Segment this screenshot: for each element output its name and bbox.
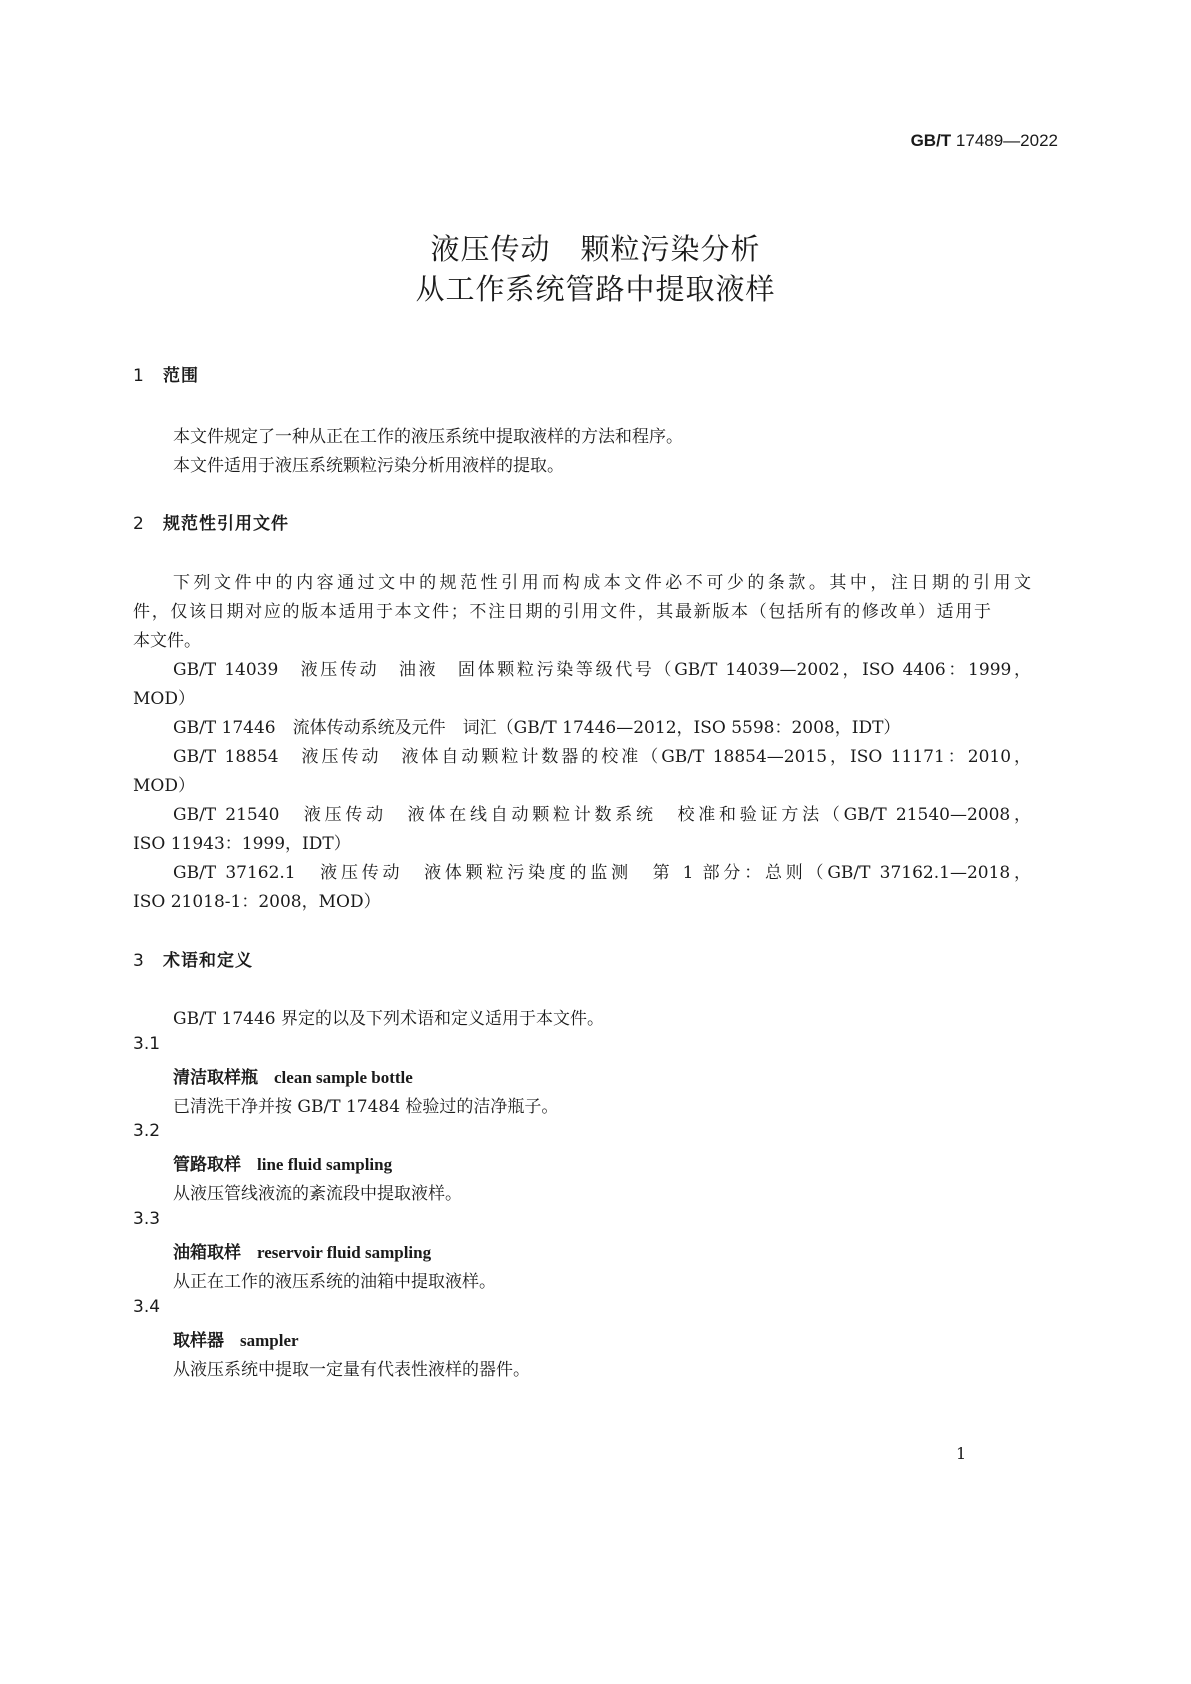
terms-intro: GB/T 17446 界定的以及下列术语和定义适用于本文件。 [173, 1009, 605, 1029]
document-title-line-2: 从工作系统管路中提取液样 [415, 272, 776, 306]
reference-5-line-1: GB/T 37162.1 液压传动 液体颗粒污染度的监测 第 1 部分：总则（GB/T 37162.1—2018， [173, 863, 1031, 883]
term-en: clean sample bottle [274, 1068, 413, 1087]
reference-4-line-2: ISO 11943：1999，IDT） [133, 834, 351, 854]
section-number: 3 [133, 951, 144, 971]
term-en: sampler [240, 1331, 299, 1350]
term-en: line fluid sampling [257, 1155, 393, 1174]
term-heading [173, 1063, 413, 1088]
section-title: 规范性引用文件 [163, 514, 289, 534]
term-heading [173, 1326, 299, 1351]
normative-intro-line-1: 下列文件中的内容通过文中的规范性引用而构成本文件必不可少的条款。其中，注日期的引用文 [173, 573, 1031, 593]
section-title: 术语和定义 [163, 951, 253, 971]
reference-1-line-2: MOD） [133, 689, 195, 709]
document-title-line-1: 液压传动 颗粒污染分析 [430, 232, 761, 266]
term-zh: 油箱取样 [173, 1243, 241, 1263]
standard-number: 17489—2022 [955, 131, 1058, 150]
term-zh: 清洁取样瓶 [173, 1068, 258, 1088]
standard-code [911, 131, 1058, 151]
term-heading [173, 1150, 392, 1175]
reference-4-line-1: GB/T 21540 液压传动 液体在线自动颗粒计数系统 校准和验证方法（GB/T 21540—2008， [173, 805, 1031, 825]
term-definition: 从液压系统中提取一定量有代表性液样的器件。 [173, 1360, 530, 1380]
normative-intro-line-2: 件，仅该日期对应的版本适用于本文件；不注日期的引用文件，其最新版本（包括所有的修改单）适用于 [133, 602, 991, 622]
term-zh: 取样器 [173, 1331, 224, 1351]
reference-2: GB/T 17446 流体传动系统及元件 词汇（GB/T 17446—2012，ISO 5598：2008，IDT） [173, 718, 901, 738]
standard-prefix: GB/T [910, 131, 952, 150]
term-number: 3.1 [133, 1034, 161, 1054]
term-en: reservoir fluid sampling [257, 1243, 432, 1262]
section-title: 范围 [163, 366, 199, 386]
scope-paragraph-1: 本文件规定了一种从正在工作的液压系统中提取液样的方法和程序。 [173, 427, 683, 447]
section-number: 1 [133, 366, 144, 386]
term-number: 3.4 [133, 1297, 161, 1317]
term-definition: 已清洗干净并按 GB/T 17484 检验过的洁净瓶子。 [173, 1097, 559, 1117]
section-1-heading [133, 361, 199, 386]
scope-paragraph-2: 本文件适用于液压系统颗粒污染分析用液样的提取。 [173, 456, 564, 476]
section-number: 2 [133, 514, 144, 534]
term-number: 3.3 [133, 1209, 161, 1229]
reference-1-line-1: GB/T 14039 液压传动 油液 固体颗粒污染等级代号（GB/T 14039—2002，ISO 4406：1999， [173, 660, 1031, 680]
section-3-heading [133, 946, 253, 971]
section-2-heading [133, 509, 289, 534]
term-definition: 从正在工作的液压系统的油箱中提取液样。 [173, 1272, 496, 1292]
term-zh: 管路取样 [173, 1155, 241, 1175]
term-number: 3.2 [133, 1121, 161, 1141]
reference-3-line-1: GB/T 18854 液压传动 液体自动颗粒计数器的校准（GB/T 18854—2015，ISO 11171：2010， [173, 747, 1031, 767]
reference-3-line-2: MOD） [133, 776, 195, 796]
term-definition: 从液压管线液流的紊流段中提取液样。 [173, 1184, 462, 1204]
term-heading [173, 1238, 431, 1263]
normative-intro-line-3: 本文件。 [133, 631, 201, 651]
reference-5-line-2: ISO 21018-1：2008，MOD） [133, 892, 381, 912]
page-number: 1 [956, 1444, 967, 1463]
